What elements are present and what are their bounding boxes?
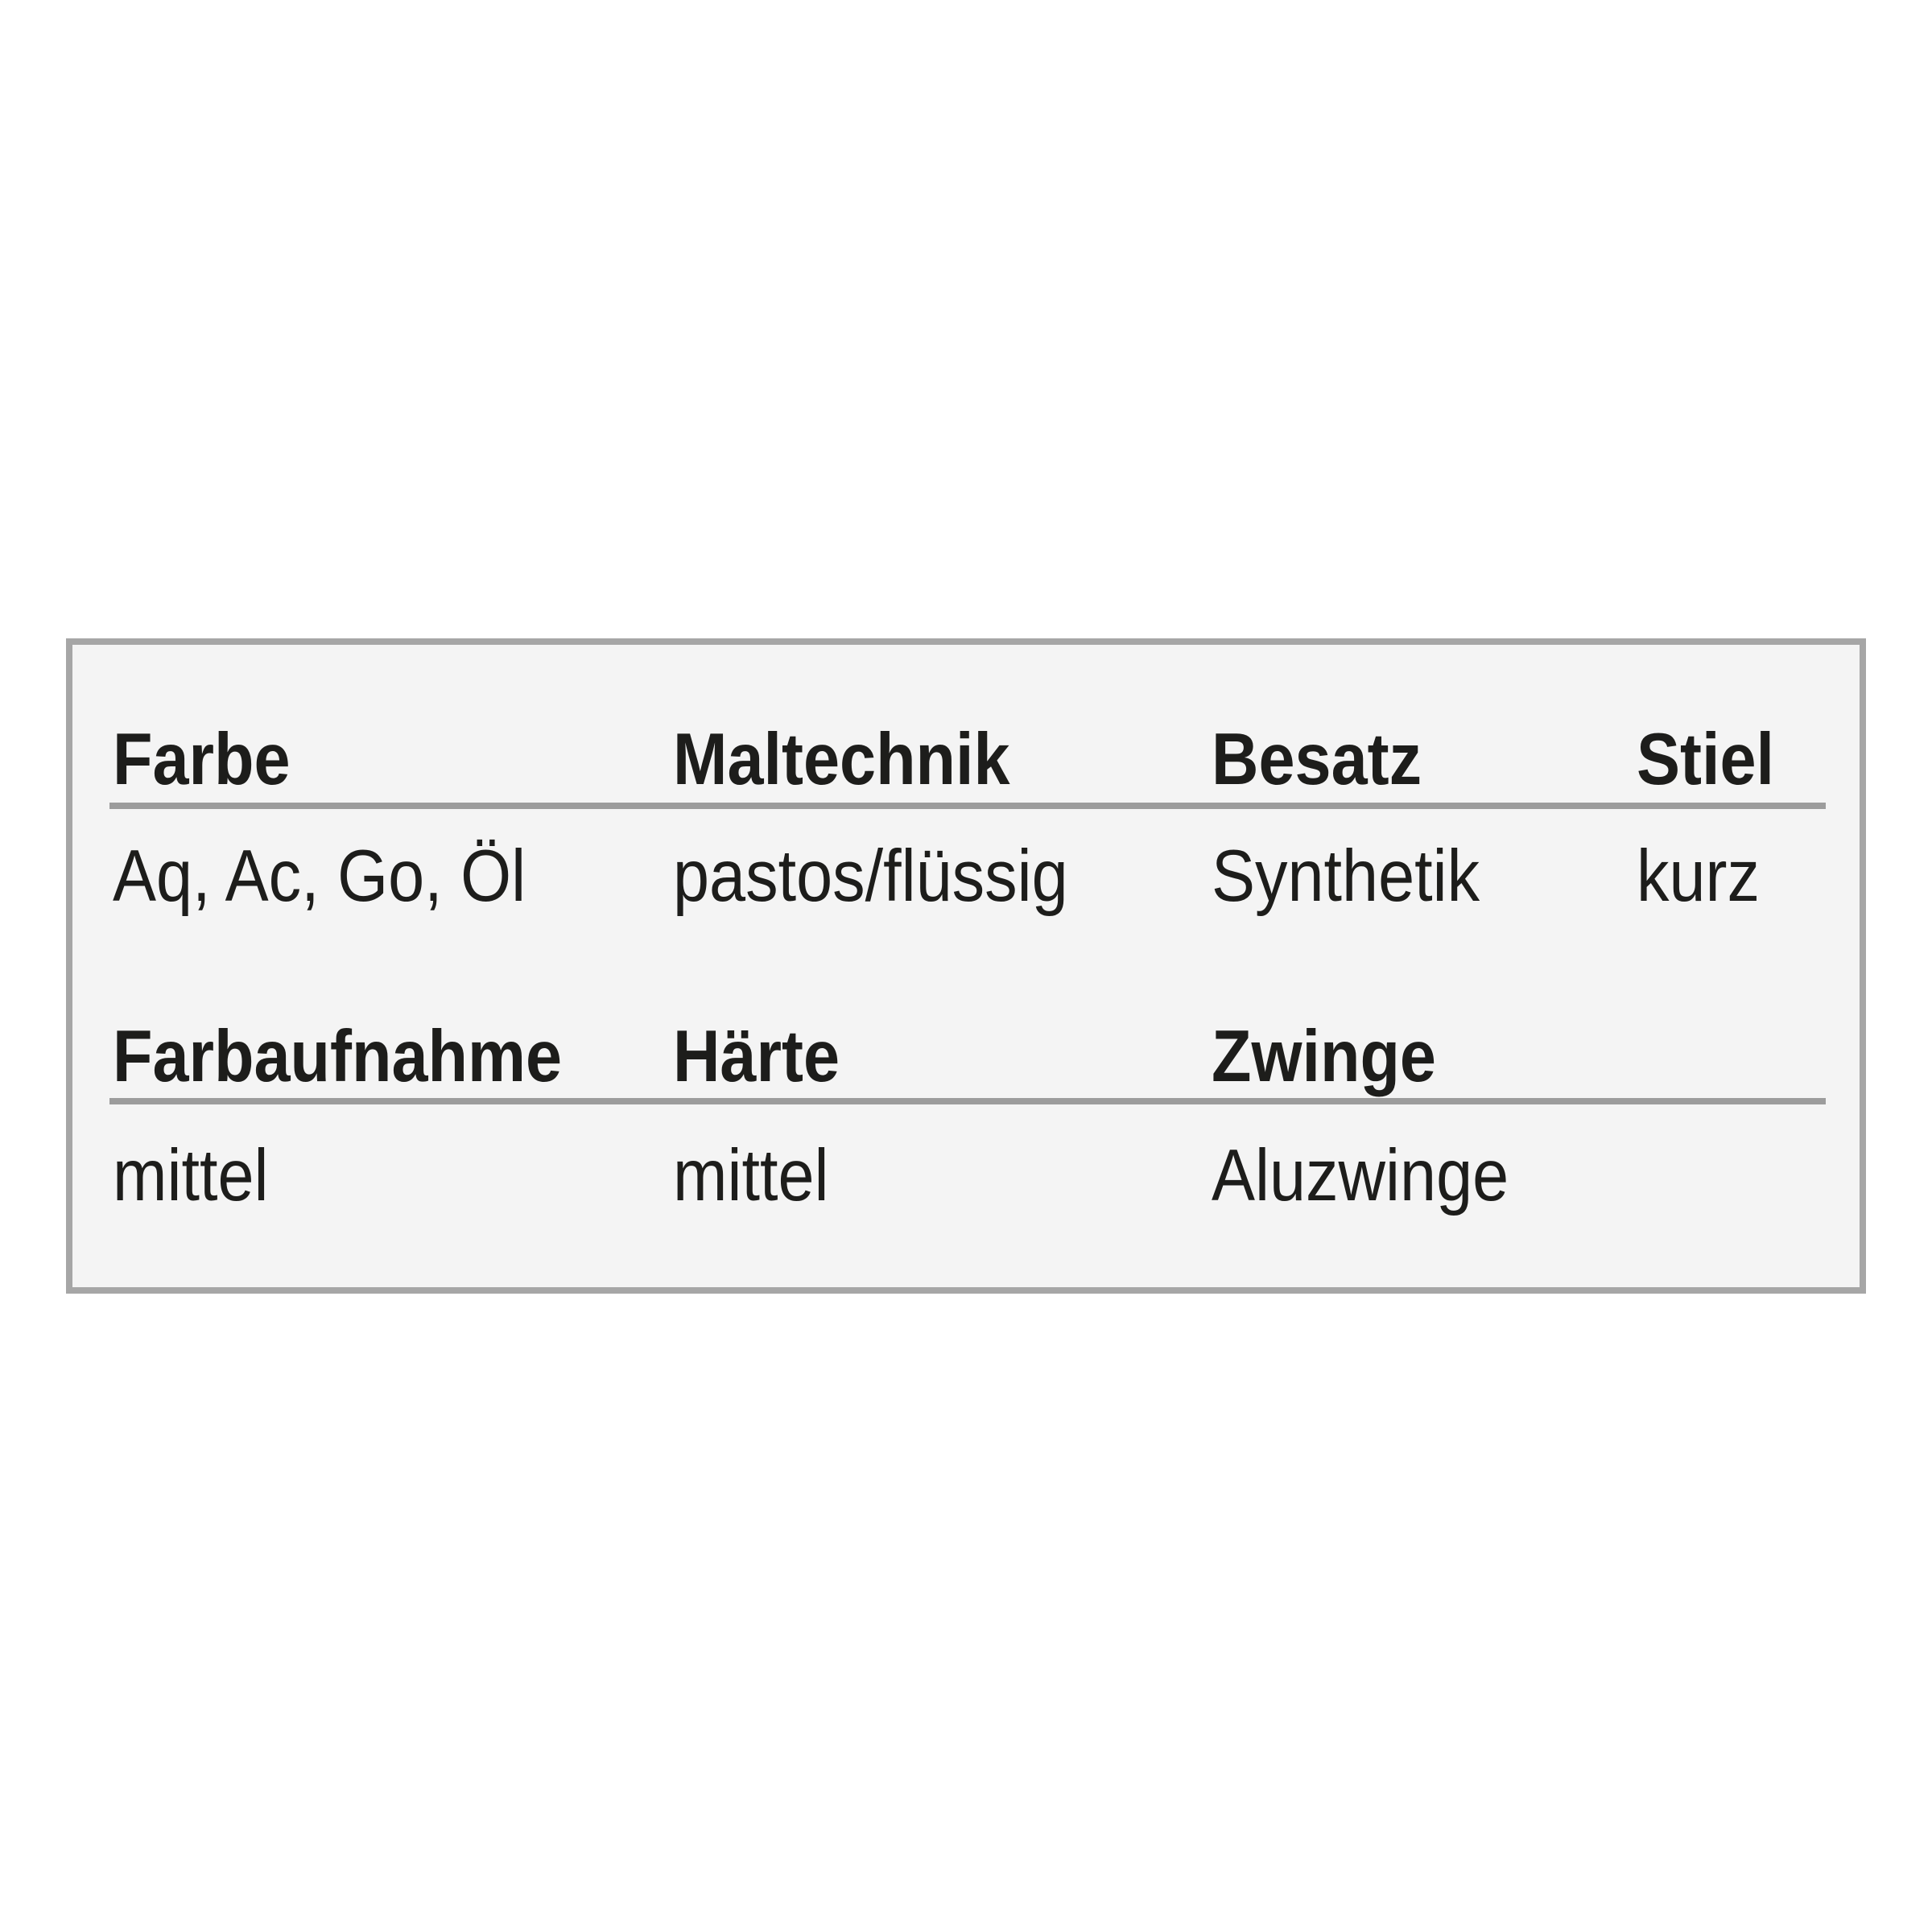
value-haerte: mittel bbox=[673, 1135, 829, 1216]
value-farbaufnahme: mittel bbox=[113, 1135, 269, 1216]
value-maltechnik: pastos/flüssig bbox=[673, 836, 1068, 917]
column-header-zwinge: Zwinge bbox=[1212, 1016, 1436, 1097]
spec-table bbox=[66, 638, 1866, 1294]
header-row-2 bbox=[72, 1016, 1860, 1097]
value-row-2 bbox=[72, 1135, 1860, 1216]
value-row-1 bbox=[72, 836, 1860, 917]
column-header-farbe: Farbe bbox=[113, 719, 291, 800]
value-besatz: Synthetik bbox=[1212, 836, 1480, 917]
divider-rule-2 bbox=[109, 1098, 1826, 1104]
column-header-haerte: Härte bbox=[673, 1016, 840, 1097]
column-header-besatz: Besatz bbox=[1212, 719, 1422, 800]
divider-rule-1 bbox=[109, 803, 1826, 809]
column-header-stiel: Stiel bbox=[1637, 719, 1775, 800]
header-row-1 bbox=[72, 719, 1860, 800]
value-stiel: kurz bbox=[1637, 836, 1761, 917]
column-header-farbaufnahme: Farbaufnahme bbox=[113, 1016, 563, 1097]
column-header-maltechnik: Maltechnik bbox=[673, 719, 1010, 800]
value-farbe: Aq, Ac, Go, Öl bbox=[113, 836, 526, 917]
value-zwinge: Aluzwinge bbox=[1212, 1135, 1509, 1216]
